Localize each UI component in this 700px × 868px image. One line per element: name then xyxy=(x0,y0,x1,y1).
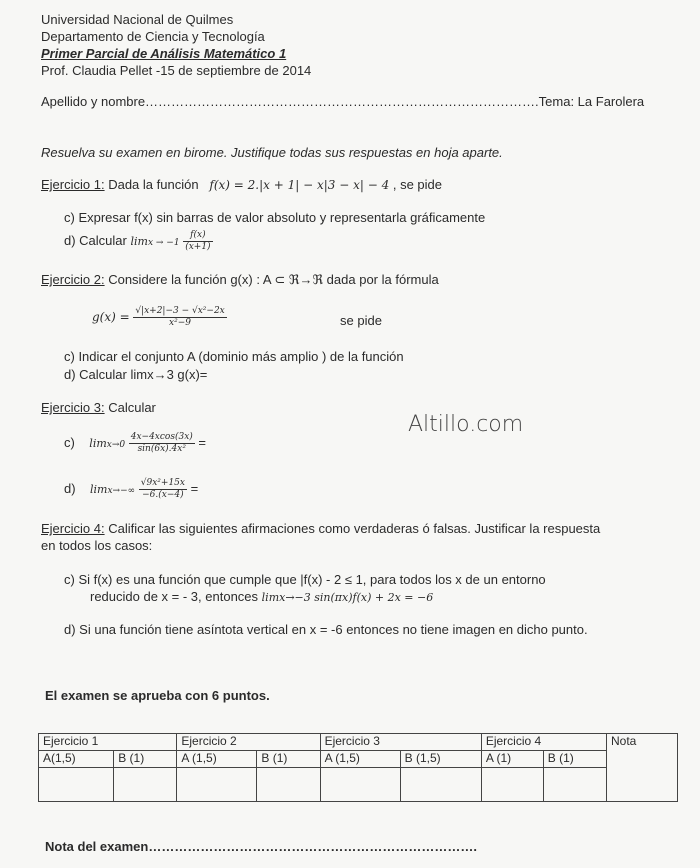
exercise-2-item-c: c) Indicar el conjunto A (dominio más amplio ) de la función xyxy=(64,349,404,364)
exercise-2-label: Ejercicio 2: xyxy=(41,272,105,287)
item-label: d) xyxy=(64,480,76,496)
formula-lhs: g(x) = xyxy=(92,309,130,324)
university-name: Universidad Nacional de Quilmes xyxy=(41,12,234,27)
exercise-1-item-d xyxy=(64,230,213,253)
equals-sign: = xyxy=(190,480,199,496)
exercise-4-heading xyxy=(41,521,600,536)
grades-sub-header: A (1,5) xyxy=(177,751,257,768)
exercise-1-item-c: c) Expresar f(x) sin barras de valor absoluto y representarla gráficamente xyxy=(64,210,486,225)
grades-group-header: Ejercicio 1 xyxy=(39,734,177,751)
grade-cell xyxy=(39,768,114,802)
limit-symbol: lim xyxy=(89,436,107,450)
fraction-numerator: f(x) xyxy=(183,230,212,242)
grade-cell xyxy=(177,768,257,802)
instructions: Resuelva su examen en birome. Justifique todas sus respuestas en hoja aparte. xyxy=(41,145,503,160)
exercise-1-suffix: , se pide xyxy=(392,177,442,192)
exercise-4-intro-2: en todos los casos: xyxy=(41,538,153,553)
grades-sub-header: A(1,5) xyxy=(39,751,114,768)
grades-sub-header: A (1) xyxy=(481,751,543,768)
limit-formula: limx→−3 sin(πx)f(x) + 2x = −6 xyxy=(261,591,434,604)
grades-nota-header: Nota xyxy=(607,734,678,802)
exercise-3-label: Ejercicio 3: xyxy=(41,400,105,415)
exercise-4-label: Ejercicio 4: xyxy=(41,521,105,536)
limit-subscript: x→−∞ xyxy=(107,485,136,496)
exercise-2-intro: Considere la función g(x) : A ⊂ ℜ→ℜ dada por la fórmula xyxy=(108,272,439,287)
limit-symbol: lim xyxy=(130,234,148,248)
exercise-1-d-prefix: d) Calcular xyxy=(64,232,127,248)
grades-group-header: Ejercicio 2 xyxy=(177,734,320,751)
exercise-4-item-c-line-1: c) Si f(x) es una función que cumple que |f(x) - 2 ≤ 1, para todos los x de un entorno xyxy=(64,572,546,587)
grade-cell xyxy=(481,768,543,802)
limit-subscript: x→0 xyxy=(106,439,126,450)
limit-subscript: x → −1 xyxy=(147,237,180,248)
exercise-3-item-d xyxy=(64,478,198,501)
exercise-4-intro: Calificar las siguientes afirmaciones como verdaderas ó falsas. Justificar la respuesta xyxy=(108,521,601,536)
grades-group-header: Ejercicio 3 xyxy=(320,734,481,751)
item-text: reducido de x = - 3, entonces xyxy=(90,589,259,604)
exercise-2-item-d: d) Calcular limx→3 g(x)= xyxy=(64,367,208,382)
professor-date: Prof. Claudia Pellet -15 de septiembre de 2014 xyxy=(41,63,312,78)
grades-group-header: Ejercicio 4 xyxy=(481,734,606,751)
fraction-numerator: √9x²+15x xyxy=(140,478,185,488)
grade-cell xyxy=(257,768,320,802)
watermark: Altillo.com xyxy=(408,412,524,437)
grade-cell xyxy=(320,768,400,802)
exam-grade-line: Nota del examen…………………………………………………………………. xyxy=(45,839,477,854)
exercise-1-heading xyxy=(41,177,442,192)
pass-note: El examen se aprueba con 6 puntos. xyxy=(45,688,270,703)
item-label: c) xyxy=(64,434,75,450)
exercise-1-label: Ejercicio 1: xyxy=(41,177,105,192)
grades-sub-header: B (1,5) xyxy=(400,751,481,768)
exercise-4-item-d: d) Si una función tiene asíntota vertical en x = -6 entonces no tiene imagen en dicho punto. xyxy=(64,622,588,637)
fraction-denominator: −6.(x−4) xyxy=(142,490,184,500)
exercise-4-item-c-line-2 xyxy=(90,589,433,604)
exam-title: Primer Parcial de Análisis Matemático 1 xyxy=(41,46,287,61)
exercise-3-item-c xyxy=(64,432,206,455)
limit-symbol: lim xyxy=(90,482,108,496)
grade-cell xyxy=(400,768,481,802)
grades-sub-header: B (1) xyxy=(257,751,320,768)
grade-cell xyxy=(543,768,606,802)
name-line: Apellido y nombre……………………………………………………………………………….Tema: La Farolera xyxy=(41,94,645,109)
department-name: Departamento de Ciencia y Tecnología xyxy=(41,29,265,44)
exercise-2-se-pide: se pide xyxy=(340,313,382,328)
fraction-denominator: (x+1) xyxy=(185,242,211,252)
grades-table xyxy=(38,733,678,802)
exercise-1-intro: Dada la función xyxy=(108,177,199,192)
exercise-2-formula xyxy=(92,306,227,329)
grade-cell xyxy=(114,768,177,802)
exercise-1-formula: f(x) = 2.|x + 1| − x|3 − x| − 4 xyxy=(209,178,390,192)
equals-sign: = xyxy=(198,434,206,450)
fraction-numerator: √|x+2|−3 − √x²−2x xyxy=(135,306,225,316)
grades-sub-header: A (1,5) xyxy=(320,751,400,768)
fraction-denominator: x²−9 xyxy=(169,318,191,328)
exercise-2-heading xyxy=(41,272,439,288)
fraction-denominator: sin(6x).4x² xyxy=(137,444,186,454)
exercise-3-intro: Calcular xyxy=(108,400,156,415)
grades-sub-header: B (1) xyxy=(543,751,606,768)
exercise-3-heading xyxy=(41,400,156,415)
fraction-numerator: 4x−4xcos(3x) xyxy=(130,432,193,442)
grades-sub-header: B (1) xyxy=(114,751,177,768)
